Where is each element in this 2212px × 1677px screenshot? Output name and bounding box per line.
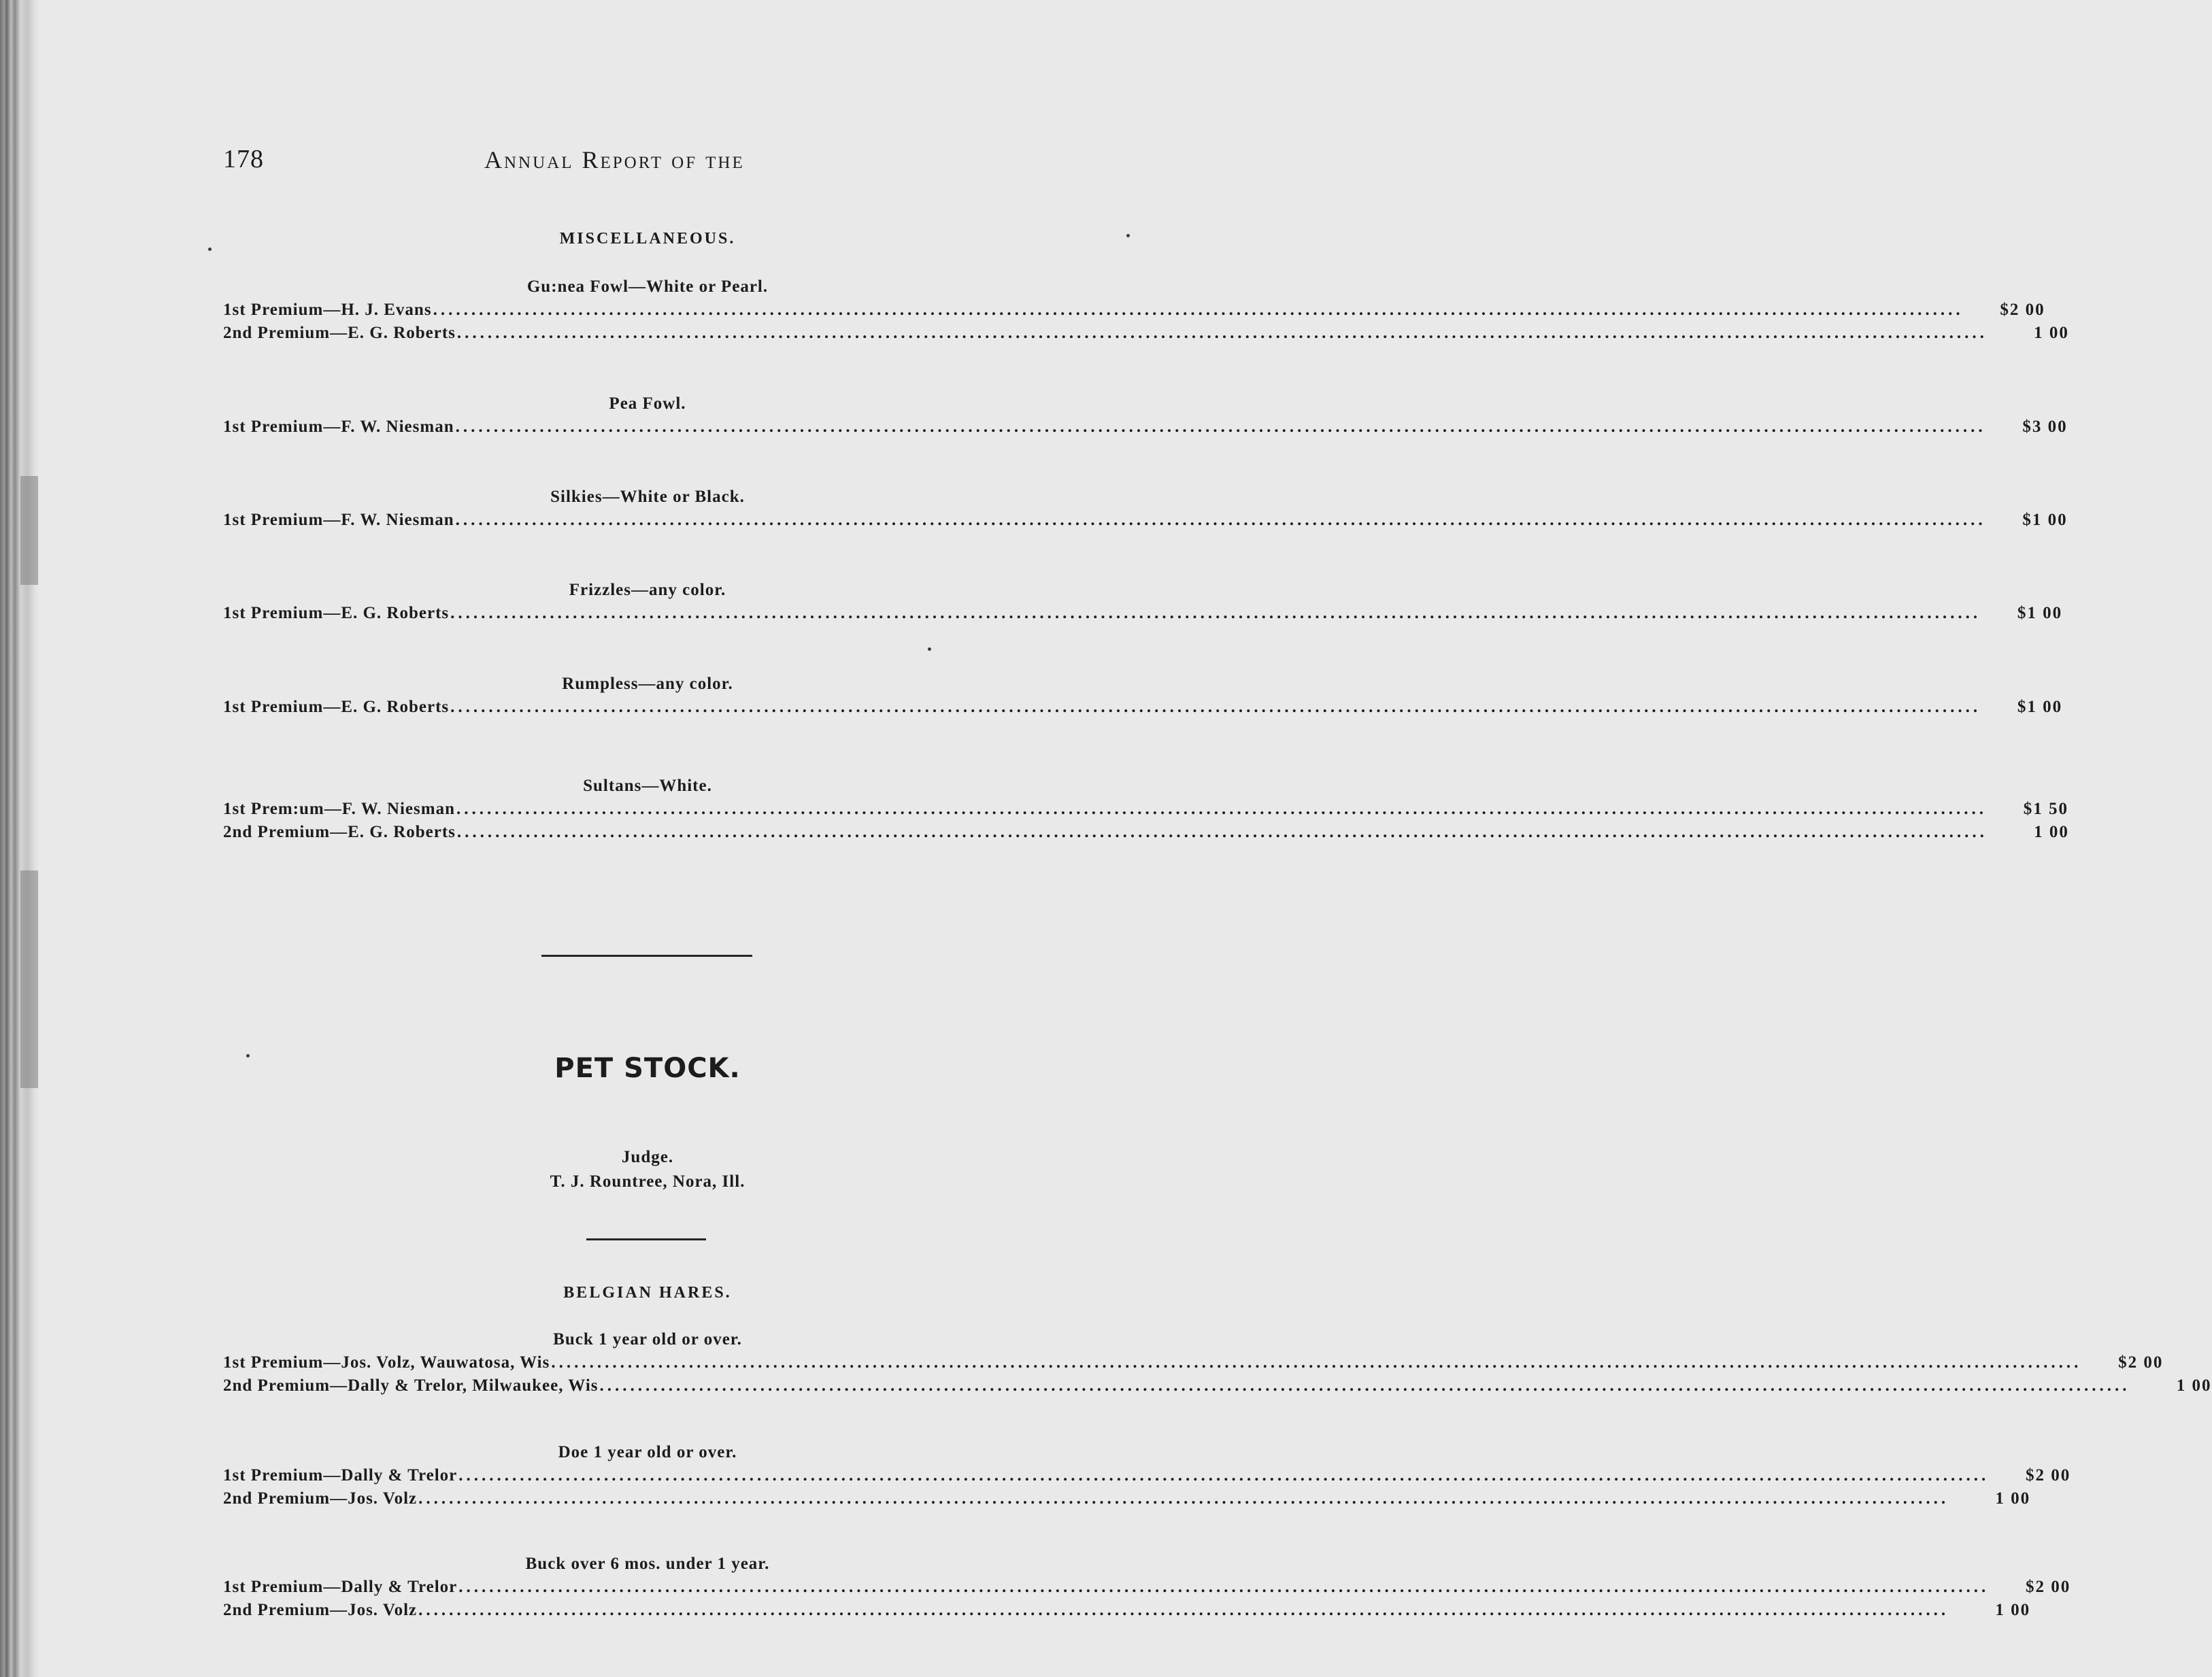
pet-stock-title: PET STOCK. [554,1053,741,1084]
print-speck [208,248,212,251]
premium-entry [223,1376,2212,1400]
dot-leader: ........................................................................................................................................................................................................ [458,1466,1990,1485]
premium-entry [223,324,2069,347]
premium-amount: 1 00 [2034,324,2069,342]
premium-entry [223,1466,2071,1489]
premium-winner: 1st Premium—H. J. Evans [223,301,432,319]
premium-amount: 1 00 [2176,1376,2212,1395]
section-title-belgian-hares: BELGIAN HARES. [563,1284,732,1302]
dot-leader: ........................................................................................................................................................................................................ [450,698,1981,716]
premium-entry [223,1578,2071,1601]
spine-mark [20,476,38,585]
judge-label: Judge. [621,1148,674,1166]
section-divider [541,955,752,957]
print-speck [928,647,931,651]
class-heading: Frizzles—any color. [569,581,726,599]
print-speck [1126,234,1130,237]
spine-mark [20,870,38,1088]
class-heading: Silkies—White or Black. [550,488,745,506]
premium-winner: 1st Prem:um—F. W. Niesman [223,800,455,818]
premium-winner: 2nd Premium—Jos. Volz [223,1601,418,1619]
premium-amount: $2 00 [2000,301,2045,319]
premium-entry [223,604,2063,627]
dot-leader: ........................................................................................................................................................................................................ [456,324,1988,342]
premium-entry [223,1353,2164,1376]
premium-winner: 1st Premium—Dally & Trelor [223,1466,458,1485]
class-heading: Pea Fowl. [609,394,686,413]
dot-leader: ........................................................................................................................................................................................................ [455,511,1986,529]
dot-leader: ........................................................................................................................................................................................................ [599,1376,2130,1395]
premium-amount: $2 00 [2026,1466,2071,1485]
premium-amount: $3 00 [2022,418,2068,436]
premium-entry [223,418,2068,441]
page-number: 178 [223,145,264,173]
premium-amount: 1 00 [1995,1601,2031,1619]
class-heading: Buck 1 year old or over. [553,1330,742,1349]
dot-leader: ........................................................................................................................................................................................................ [418,1489,1949,1508]
section-title-miscellaneous: MISCELLANEOUS. [559,230,736,248]
running-head: Annual Report of the [484,146,745,173]
premium-entry [223,301,2045,324]
class-heading: Rumpless—any color. [562,675,733,693]
premium-winner: 1st Premium—Jos. Volz, Wauwatosa, Wis [223,1353,550,1372]
premium-winner: 2nd Premium—Jos. Volz [223,1489,418,1508]
page-header [223,144,1072,182]
premium-amount: $1 00 [2022,511,2068,529]
premium-winner: 1st Premium—F. W. Niesman [223,418,454,436]
book-spine-edge [0,0,39,1677]
dot-leader: ........................................................................................................................................................................................................ [456,823,1988,841]
dot-leader: ........................................................................................................................................................................................................ [458,1578,1990,1596]
premium-entry [223,800,2068,823]
class-heading: Gu:nea Fowl—White or Pearl. [526,277,769,296]
premium-winner: 2nd Premium—E. G. Roberts [223,324,456,342]
premium-entry [223,1601,2031,1624]
premium-amount: $2 00 [2026,1578,2071,1596]
judge-divider [586,1238,706,1240]
print-speck [246,1054,250,1057]
premium-winner: 1st Premium—E. G. Roberts [223,698,450,716]
premium-amount: $1 00 [2017,604,2063,622]
premium-amount: 1 00 [1995,1489,2031,1508]
class-heading: Sultans—White. [583,777,712,795]
premium-entry [223,511,2068,534]
premium-entry [223,823,2069,846]
premium-winner: 2nd Premium—Dally & Trelor, Milwaukee, Wis [223,1376,599,1395]
dot-leader: ........................................................................................................................................................................................................ [450,604,1981,622]
premium-entry [223,1489,2031,1512]
class-heading: Doe 1 year old or over. [558,1443,737,1461]
premium-winner: 1st Premium—Dally & Trelor [223,1578,458,1596]
dot-leader: ........................................................................................................................................................................................................ [433,301,1964,319]
judge-name: T. J. Rountree, Nora, Ill. [550,1172,745,1191]
class-heading: Buck over 6 mos. under 1 year. [525,1555,770,1573]
premium-amount: $2 00 [2118,1353,2164,1372]
premium-winner: 1st Premium—F. W. Niesman [223,511,454,529]
premium-winner: 1st Premium—E. G. Roberts [223,604,450,622]
dot-leader: ........................................................................................................................................................................................................ [551,1353,2082,1372]
premium-amount: $1 00 [2017,698,2063,716]
premium-amount: $1 50 [2023,800,2068,818]
premium-winner: 2nd Premium—E. G. Roberts [223,823,456,841]
dot-leader: ........................................................................................................................................................................................................ [455,418,1986,436]
premium-entry [223,698,2063,721]
premium-amount: 1 00 [2034,823,2069,841]
dot-leader: ........................................................................................................................................................................................................ [418,1601,1949,1619]
dot-leader: ........................................................................................................................................................................................................ [456,800,1987,818]
